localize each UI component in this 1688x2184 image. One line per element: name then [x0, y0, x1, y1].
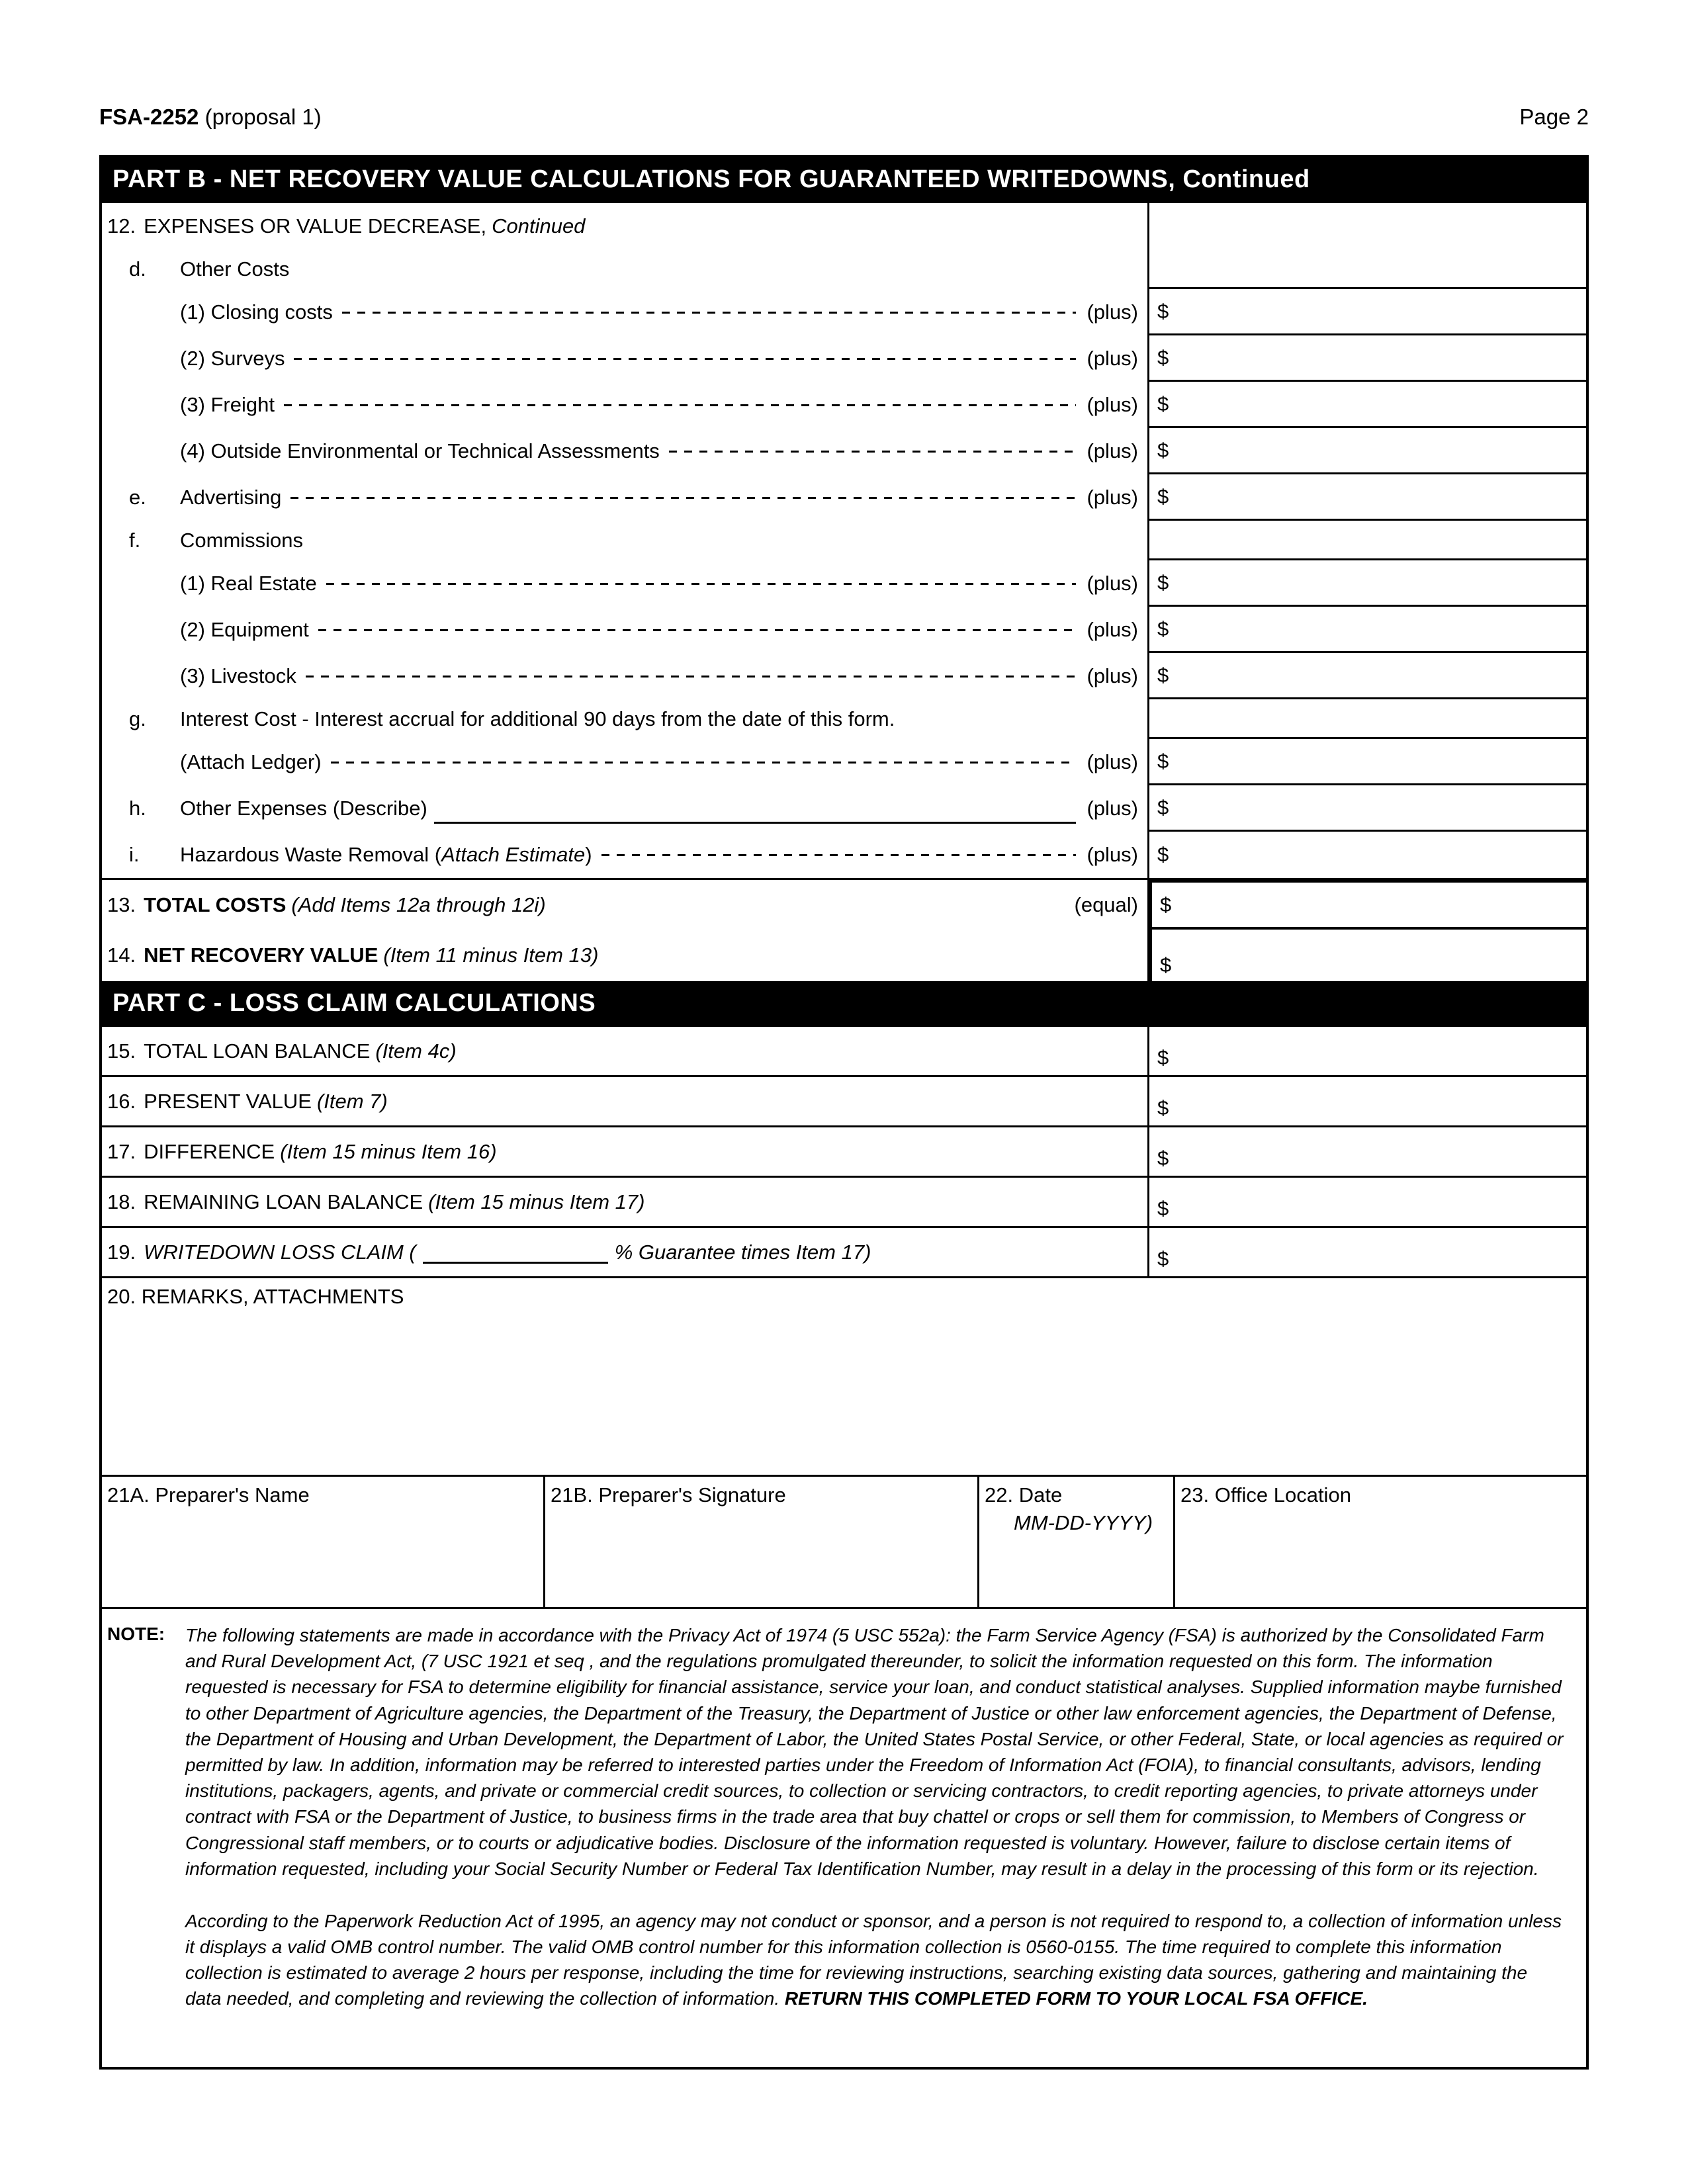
remarks-label: 20. REMARKS, ATTACHMENTS [107, 1285, 404, 1308]
item12d-label: Other Costs [180, 257, 290, 281]
attach-ledger-row [102, 739, 1586, 785]
remaining-loan-balance-note: (Item 15 minus Item 17) [428, 1190, 645, 1213]
preparer-signature-field[interactable] [543, 1477, 977, 1607]
item12-continued: Continued [492, 214, 586, 238]
plus-label: (plus) [1087, 439, 1138, 462]
item12e-letter: e. [129, 486, 146, 509]
present-value-amount-field[interactable] [1147, 1077, 1586, 1125]
hazardous-waste-label: Hazardous Waste Removal ( [180, 843, 442, 866]
part-b-banner: PART B - NET RECOVERY VALUE CALCULATIONS FOR GUARANTEED WRITEDOWNS, Continued [102, 157, 1586, 203]
dash-leader [326, 583, 1077, 585]
attach-estimate-label: Attach Estimate [441, 843, 586, 866]
livestock-amount-field[interactable] [1147, 653, 1586, 699]
page-number: Page 2 [1519, 105, 1589, 129]
plus-label: (plus) [1087, 347, 1138, 370]
dollar-sign: $ [1157, 843, 1169, 866]
right-column-spacer [1147, 249, 1586, 289]
dash-leader [318, 629, 1077, 631]
item12-row [102, 203, 1586, 249]
difference-note: (Item 15 minus Item 16) [280, 1139, 497, 1163]
item12i-letter: i. [129, 843, 140, 866]
return-form-instruction: RETURN THIS COMPLETED FORM TO YOUR LOCAL FSA OFFICE. [784, 1988, 1368, 2009]
closing-costs-amount-field[interactable] [1147, 289, 1586, 335]
other-expenses-label: Other Expenses (Describe) [180, 797, 427, 820]
dollar-sign: $ [1157, 1046, 1169, 1069]
equal-label: (equal) [1074, 893, 1138, 916]
dollar-sign: $ [1157, 484, 1169, 508]
item18-number: 18. [107, 1190, 136, 1213]
other-expenses-amount-field[interactable] [1147, 785, 1586, 832]
remaining-loan-balance-row [102, 1178, 1586, 1228]
page-header [99, 105, 1589, 130]
advertising-row [102, 474, 1586, 521]
equipment-amount-field[interactable] [1147, 607, 1586, 653]
form-variant: (proposal 1) [204, 105, 322, 129]
equipment-label: (2) Equipment [180, 618, 309, 641]
interest-cost-row [102, 699, 1586, 739]
writedown-loss-claim-label: WRITEDOWN LOSS CLAIM ( [144, 1240, 416, 1264]
plus-label: (plus) [1087, 393, 1138, 416]
paperwork-reduction-paragraph [185, 1908, 1568, 2012]
surveys-amount-field[interactable] [1147, 335, 1586, 382]
dollar-sign: $ [1157, 795, 1169, 819]
total-loan-balance-row [102, 1027, 1586, 1077]
plus-label: (plus) [1087, 843, 1138, 866]
dollar-sign: $ [1157, 570, 1169, 594]
dollar-sign: $ [1157, 299, 1169, 323]
attach-ledger-label: (Attach Ledger) [180, 750, 322, 773]
form-body [99, 155, 1589, 2070]
remarks-area[interactable] [102, 1278, 1586, 1477]
surveys-label: (2) Surveys [180, 347, 285, 370]
present-value-label: PRESENT VALUE [144, 1089, 312, 1113]
item12f-label: Commissions [180, 529, 304, 552]
preparer-name-field[interactable] [102, 1477, 543, 1607]
closing-costs-row [102, 289, 1586, 335]
dash-leader [669, 451, 1077, 453]
real-estate-row [102, 560, 1586, 607]
surveys-row [102, 335, 1586, 382]
plus-label: (plus) [1087, 572, 1138, 595]
dollar-sign: $ [1157, 617, 1169, 640]
note-text [185, 1622, 1568, 2067]
date-field[interactable] [977, 1477, 1173, 1607]
real-estate-amount-field[interactable] [1147, 560, 1586, 607]
hazardous-waste-amount-field[interactable] [1147, 832, 1586, 878]
right-column-spacer [1147, 521, 1586, 560]
dash-leader [342, 312, 1077, 314]
note-label: NOTE: [107, 1624, 165, 1644]
plus-label: (plus) [1087, 618, 1138, 641]
item12d-row [102, 249, 1586, 289]
plus-label: (plus) [1087, 664, 1138, 687]
paperwork-text: According to the Paperwork Reduction Act of 1995, an agency may not conduct or sponsor, and a person is not required to respond to, a collection of information unless it displays a valid OMB control number. The valid OMB control number for this information collection is 0560-0155. The time required to complete this information collection is estimated to average 2 hours per response, including the time for reviewing instructions, searching existing data sources, gathering and maintaining the data needed, and completing and reviewing the collection of information. [185, 1910, 1562, 2009]
livestock-row [102, 653, 1586, 699]
item14-number: 14. [107, 943, 136, 967]
item12f-letter: f. [129, 529, 141, 552]
difference-label: DIFFERENCE [144, 1139, 275, 1163]
writedown-loss-claim-note: % Guarantee times Item 17) [614, 1240, 871, 1264]
item12h-letter: h. [129, 797, 146, 820]
freight-label: (3) Freight [180, 393, 275, 416]
item12f-row [102, 521, 1586, 560]
item12-label: EXPENSES OR VALUE DECREASE, [144, 214, 487, 238]
total-costs-note: (Add Items 12a through 12i) [291, 893, 546, 916]
real-estate-label: (1) Real Estate [180, 572, 317, 595]
environmental-assessments-row [102, 428, 1586, 474]
dash-leader [601, 854, 1077, 856]
interest-cost-amount-field[interactable] [1147, 739, 1586, 785]
total-loan-balance-note: (Item 4c) [375, 1039, 457, 1063]
item12-number: 12. [107, 214, 136, 238]
present-value-note: (Item 7) [316, 1089, 388, 1113]
other-expenses-row [102, 785, 1586, 832]
net-recovery-value-label: NET RECOVERY VALUE [144, 943, 378, 967]
part-c-banner: PART C - LOSS CLAIM CALCULATIONS [102, 981, 1586, 1027]
dollar-sign: $ [1157, 1096, 1169, 1119]
environmental-assessments-amount-field[interactable] [1147, 428, 1586, 474]
total-costs-amount-field[interactable] [1147, 880, 1586, 930]
form-id [99, 105, 322, 130]
present-value-row [102, 1077, 1586, 1127]
preparer-name-label: 21A. Preparer's Name [107, 1483, 310, 1507]
date-label: 22. Date [985, 1483, 1063, 1507]
total-loan-balance-label: TOTAL LOAN BALANCE [144, 1039, 371, 1063]
item12d-letter: d. [129, 257, 146, 281]
form-number: FSA-2252 [99, 105, 199, 129]
dash-leader [294, 358, 1076, 360]
signature-row [102, 1477, 1586, 1609]
office-location-field[interactable] [1173, 1477, 1586, 1607]
hazardous-waste-row [102, 832, 1586, 878]
dollar-sign: $ [1157, 1147, 1169, 1170]
net-recovery-value-row [102, 930, 1586, 981]
dollar-sign: $ [1157, 345, 1169, 369]
livestock-label: (3) Livestock [180, 664, 296, 687]
freight-amount-field[interactable] [1147, 382, 1586, 428]
dash-leader [284, 404, 1077, 406]
dollar-sign: $ [1157, 663, 1169, 687]
remaining-loan-balance-label: REMAINING LOAN BALANCE [144, 1190, 423, 1213]
right-column-spacer [1147, 699, 1586, 739]
right-column-spacer [1147, 203, 1586, 249]
environmental-assessments-label: (4) Outside Environmental or Technical Assessments [180, 439, 660, 462]
net-recovery-value-amount-field[interactable] [1147, 930, 1586, 981]
item19-number: 19. [107, 1240, 136, 1264]
note-section [102, 1609, 1586, 2067]
difference-amount-field[interactable] [1147, 1127, 1586, 1176]
date-format-label: MM-DD-YYYY) [1014, 1511, 1153, 1534]
writedown-loss-claim-amount-field[interactable] [1147, 1228, 1586, 1276]
dollar-sign: $ [1157, 749, 1169, 773]
plus-label: (plus) [1087, 797, 1138, 820]
remaining-loan-balance-amount-field[interactable] [1147, 1178, 1586, 1226]
item13-number: 13. [107, 893, 136, 916]
plus-label: (plus) [1087, 300, 1138, 324]
other-expenses-describe-line[interactable] [434, 822, 1077, 824]
advertising-label: Advertising [180, 486, 282, 509]
difference-row [102, 1127, 1586, 1178]
freight-row [102, 382, 1586, 428]
interest-cost-label: Interest Cost - Interest accrual for additional 90 days from the date of this form. [180, 707, 895, 730]
dollar-sign: $ [1160, 953, 1172, 977]
dash-leader [306, 676, 1077, 677]
item16-number: 16. [107, 1089, 136, 1113]
total-costs-label: TOTAL COSTS [144, 893, 287, 916]
dollar-sign: $ [1157, 438, 1169, 462]
dash-leader [331, 762, 1077, 764]
preparer-signature-label: 21B. Preparer's Signature [551, 1483, 786, 1507]
hazardous-waste-label-close: ) [585, 843, 592, 866]
privacy-act-paragraph: The following statements are made in accordance with the Privacy Act of 1974 (5 USC 552a): the Farm Service Agency (FSA) is authorized by the Consolidated Farm and Rural Development Act, (7 USC 1921 et seq , and the regulations promulgated thereunder, to solicit the information requested on this form. The information requested is necessary for FSA to determine eligibility for financial assistance, service your loan, and conduct statistical analyses. Supplied information maybe furnished to other Department of Agriculture agencies, the Department of the Treasury, the Department of Justice or other law enforcement agencies, the Department of Defense, the Department of Housing and Urban Development, the Department of Labor, the United States Postal Service, or other Federal, State, or local agencies as required or permitted by law. In addition, information may be referred to interested parties under the Freedom of Information Act (FOIA), to financial consultants, advisors, lending institutions, packagers, agents, and private or commercial credit sources, to collection or servicing contractors, to credit reporting agencies, to private attorneys under contract with FSA or the Department of Justice, to business firms in the trade area that buy chattel or crops or sell them for commission, to Members of Congress or Congressional staff members, or to courts or adjudicative bodies. Disclosure of the information requested is voluntary. However, failure to disclose certain items of information requested, including your Social Security Number or Federal Tax Identification Number, may result in a delay in the processing of this form or its rejection. [185, 1625, 1564, 1879]
plus-label: (plus) [1087, 750, 1138, 773]
item12g-letter: g. [129, 707, 146, 730]
writedown-loss-claim-row [102, 1228, 1586, 1278]
plus-label: (plus) [1087, 486, 1138, 509]
dollar-sign: $ [1160, 893, 1172, 916]
net-recovery-value-note: (Item 11 minus Item 13) [383, 943, 599, 967]
item15-number: 15. [107, 1039, 136, 1063]
equipment-row [102, 607, 1586, 653]
dollar-sign: $ [1157, 1197, 1169, 1220]
closing-costs-label: (1) Closing costs [180, 300, 333, 324]
dollar-sign: $ [1157, 1247, 1169, 1270]
dollar-sign: $ [1157, 392, 1169, 415]
total-costs-row [102, 878, 1586, 930]
dash-leader [290, 497, 1076, 499]
total-loan-balance-amount-field[interactable] [1147, 1027, 1586, 1075]
guarantee-percent-field[interactable] [423, 1241, 608, 1264]
item17-number: 17. [107, 1139, 136, 1163]
advertising-amount-field[interactable] [1147, 474, 1586, 521]
office-location-label: 23. Office Location [1180, 1483, 1351, 1507]
